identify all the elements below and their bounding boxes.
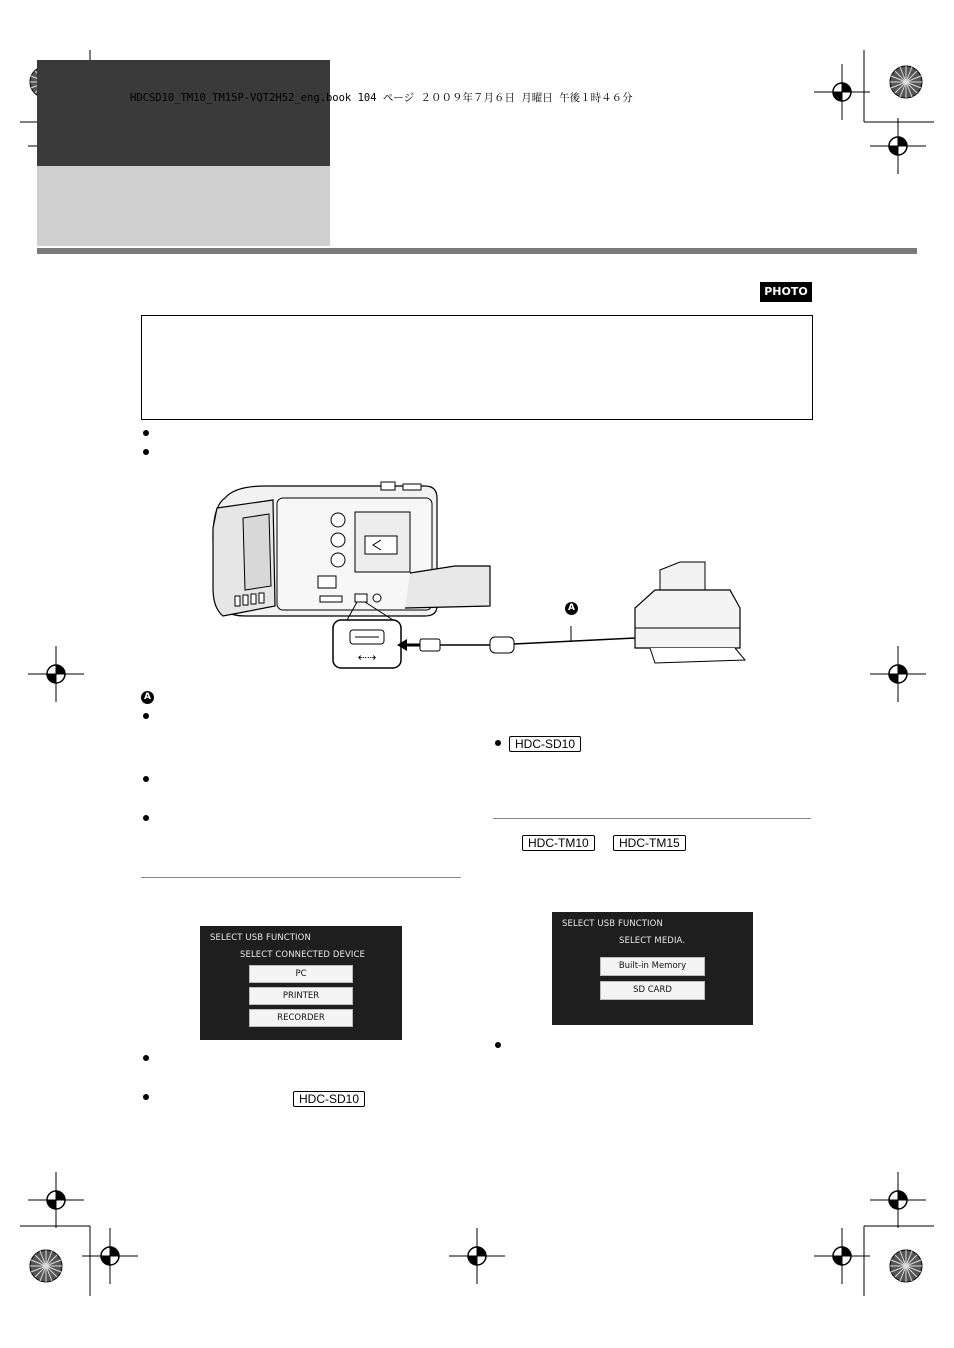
printer-illustration (635, 562, 745, 663)
print-file-info: HDCSD10_TM10_TM15P-VQT2H52_eng.book 104 ページ ２００９年７月６日 月曜日 午後１時４６分 (130, 92, 633, 104)
option-printer-button[interactable]: PRINTER (249, 987, 353, 1005)
bullet-marker (143, 1055, 149, 1061)
cable-label-marker: A (565, 602, 578, 615)
callout-a-marker: A (141, 691, 154, 704)
usb-function-screen-media (552, 912, 753, 1025)
chapter-header-dark (37, 60, 330, 166)
screen-subtitle: SELECT CONNECTED DEVICE (240, 950, 366, 960)
section-divider (493, 818, 811, 819)
bullet-marker (143, 430, 149, 436)
bullet-marker (143, 776, 149, 782)
option-recorder-button[interactable]: RECORDER (249, 1009, 353, 1027)
bullet-marker (143, 1094, 149, 1100)
bullet-marker (143, 815, 149, 821)
screen-title: SELECT USB FUNCTION (562, 919, 663, 929)
option-pc-button[interactable]: PC (249, 965, 353, 983)
option-sd-card-button[interactable]: SD CARD (600, 981, 705, 1000)
bullet-marker (495, 740, 501, 746)
svg-text:⇠⇢: ⇠⇢ (357, 651, 377, 664)
section-divider (141, 877, 461, 878)
model-tag-sd10: HDC-SD10 (509, 736, 581, 752)
model-tag-tm10: HDC-TM10 (522, 835, 595, 851)
model-tag-tm15: HDC-TM15 (613, 835, 686, 851)
screen-title: SELECT USB FUNCTION (210, 933, 311, 943)
info-box (141, 315, 813, 420)
screen-subtitle: SELECT MEDIA. (619, 936, 686, 946)
model-tag-sd10-left: HDC-SD10 (293, 1091, 365, 1107)
bullet-marker (495, 1042, 501, 1048)
bullet-marker (143, 449, 149, 455)
usb-function-screen-device (200, 926, 402, 1040)
bullet-marker (143, 713, 149, 719)
chapter-header-gray (37, 166, 330, 246)
header-rule (37, 248, 917, 254)
connection-diagram (205, 478, 750, 673)
option-built-in-memory-button[interactable]: Built-in Memory (600, 957, 705, 976)
photo-mode-badge: PHOTO (761, 283, 811, 301)
camcorder-illustration (213, 482, 490, 616)
